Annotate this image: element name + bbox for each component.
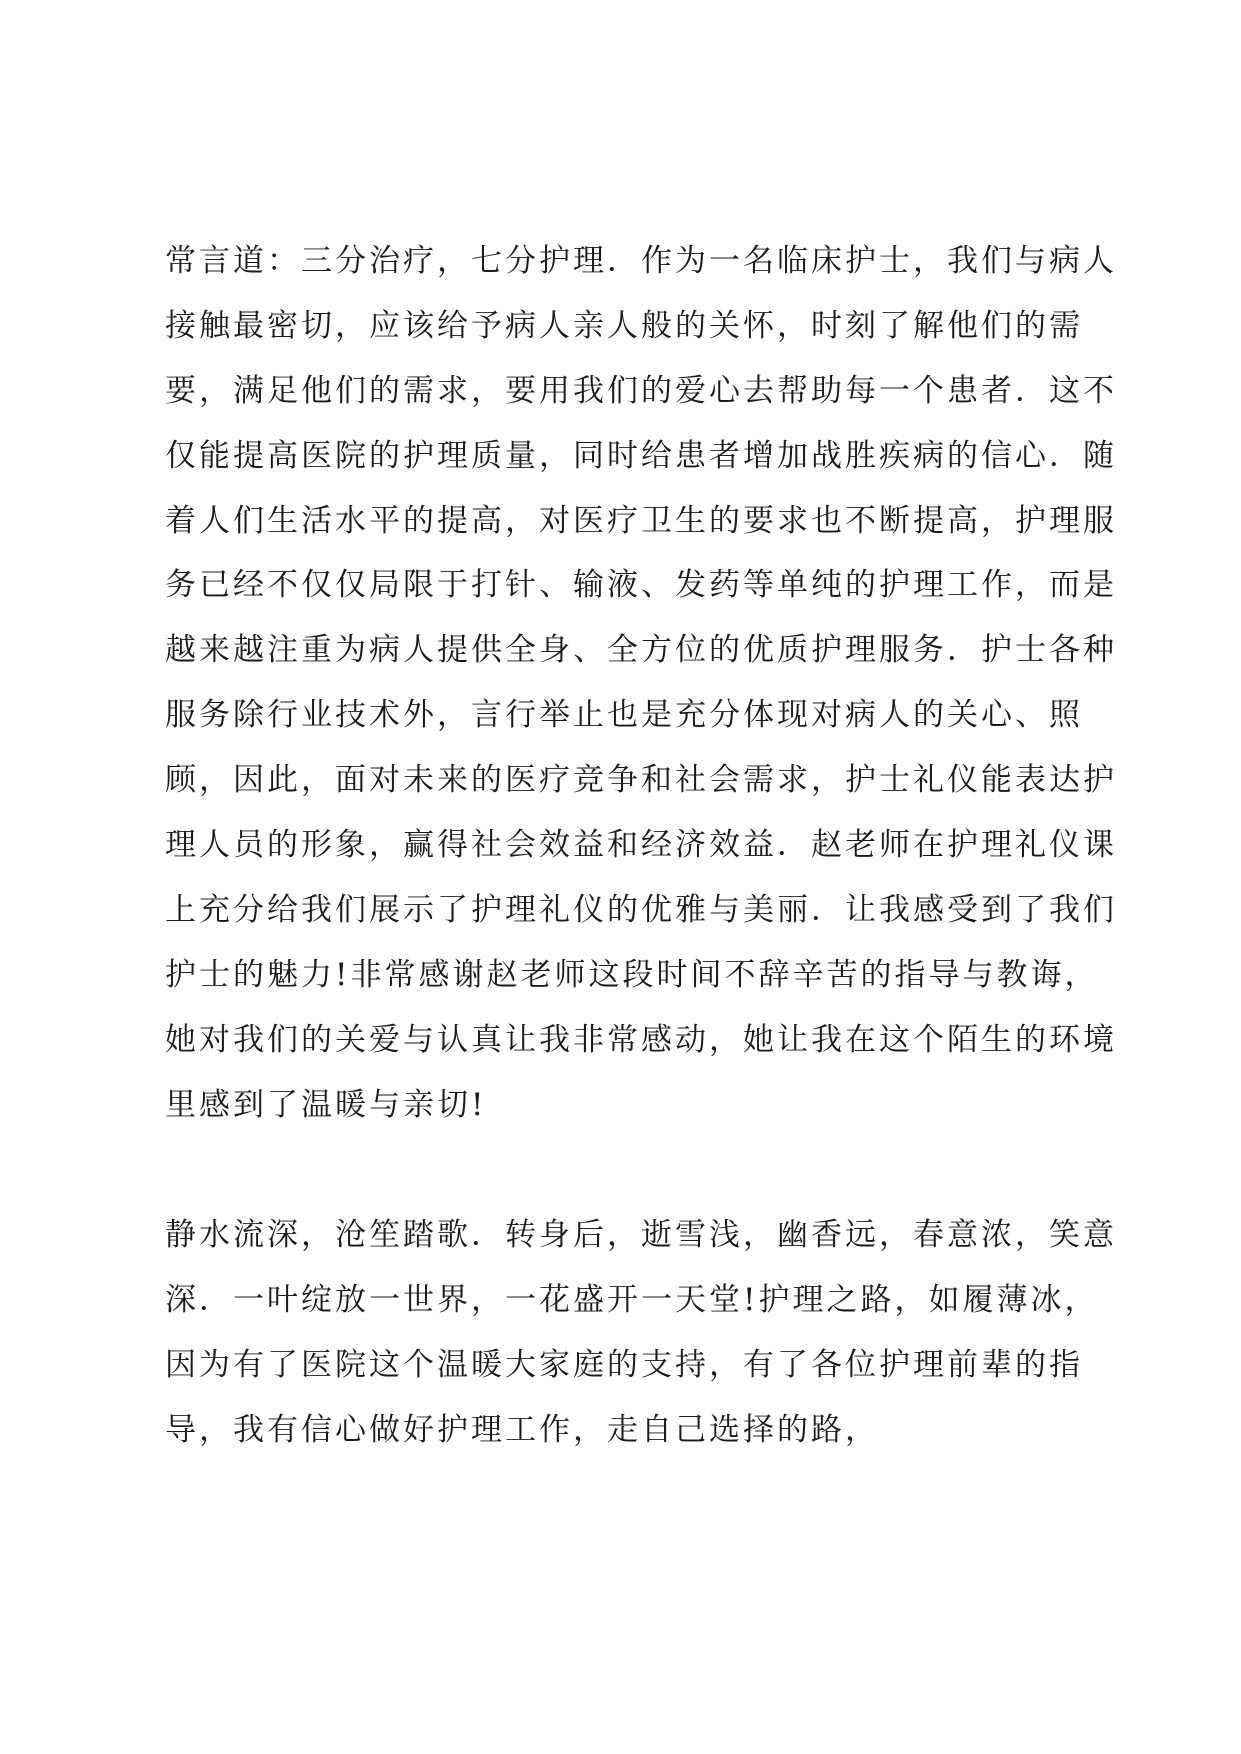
text-line: 护士的魅力!非常感谢赵老师这段时间不辞辛苦的指导与教诲，: [165, 956, 1099, 993]
text-line: 上充分给我们展示了护理礼仪的优雅与美丽．让我感受到了我们: [165, 891, 1117, 928]
text-line: 着人们生活水平的提高，对医疗卫生的要求也不断提高，护理服: [165, 502, 1117, 539]
text-line: 深．一叶绽放一世界，一花盛开一天堂!护理之路，如履薄冰，: [165, 1281, 1099, 1318]
text-line: 要，满足他们的需求，要用我们的爱心去帮助每一个患者．这不: [165, 372, 1117, 409]
text-line: 里感到了温暖与亲切!: [165, 1086, 487, 1123]
text-line: 静水流深，沧笙踏歌．转身后，逝雪浅，幽香远，春意浓，笑意: [165, 1217, 1117, 1253]
text-line: 导，我有信心做好护理工作，走自己选择的路，: [165, 1411, 879, 1448]
text-line: 越来越注重为病人提供全身、全方位的优质护理服务．护士各种: [165, 632, 1117, 669]
text-line: 她对我们的关爱与认真让我非常感动，她让我在这个陌生的环境: [165, 1021, 1117, 1058]
text-line: 顾，因此，面对未来的医疗竞争和社会需求，护士礼仪能表达护: [165, 762, 1117, 799]
text-line: 常言道：三分治疗，七分护理．作为一名临床护士，我们与病人: [165, 243, 1117, 279]
text-line: 接触最密切，应该给予病人亲人般的关怀，时刻了解他们的需: [165, 307, 1083, 344]
paragraph-closing: [165, 1203, 1115, 1463]
text-line: 因为有了医院这个温暖大家庭的支持，有了各位护理前辈的指: [165, 1346, 1083, 1383]
paragraph-nursing-care: [165, 229, 1115, 1137]
text-line: 服务除行业技术外，言行举止也是充分体现对病人的关心、照: [165, 697, 1083, 734]
text-line: 仅能提高医院的护理质量，同时给患者增加战胜疾病的信心．随: [165, 437, 1117, 474]
text-line: 务已经不仅仅局限于打针、输液、发药等单纯的护理工作，而是: [165, 567, 1117, 604]
text-line: 理人员的形象，赢得社会效益和经济效益．赵老师在护理礼仪课: [165, 827, 1117, 864]
